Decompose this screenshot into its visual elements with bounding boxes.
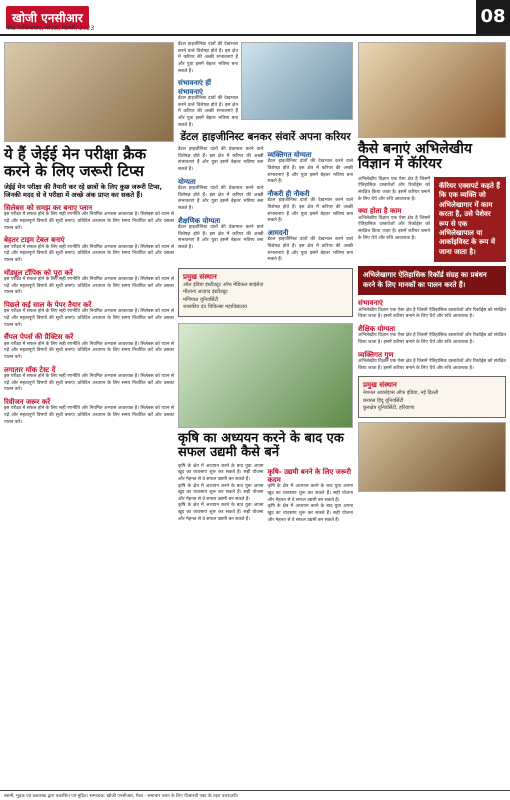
student-photo bbox=[4, 42, 174, 142]
archives-callout-2: अभिलेखागार ऐतिहासिक रिकॉर्ड संग्रह का प्रबंधन करने के लिए मानकों का पालन करते हैं। bbox=[358, 266, 506, 295]
article-archives bbox=[358, 42, 506, 492]
article-jee-kicker: जेईई मेन परीक्षा की तैयारी कर रहे छात्रों के लिए कुछ जरूरी टिप्स, जिनकी मदद से वे परीक्षा में अच्छे अंक प्राप्त कर सकते हैं। bbox=[4, 183, 162, 200]
archives-body-4: अभिलेखीय विज्ञान एक ऐसा क्षेत्र है जिसमें ऐतिहासिक दस्तावेजों और रिकॉर्ड्स को संरक्षित किया जाता है। इसमें करियर बनाने के लिए धैर्य और रुचि आवश्यक है। bbox=[358, 333, 506, 345]
jee-body-5: इस परीक्षा में सफल होने के लिए सही रणनीति और नियमित अभ्यास आवश्यक है। सिलेबस को ध्यान से पढ़ें और महत्वपूर्ण विषयों की सूची बनाएं। प्रतिदिन अध्ययन के लिए समय निर्धारित करें और उसका पालन करें। bbox=[4, 341, 174, 361]
dental-body-7: डेंटल हाइजीनिस्ट दांतों की देखभाल करने वाले विशेषज्ञ होते हैं। इस क्षेत्र में करियर की अच्छी संभावनाएं हैं और युवा इसमें बेहतर भविष्य बना सकते हैं। bbox=[267, 237, 353, 263]
dental-box-title: प्रमुख संस्थान bbox=[183, 272, 217, 281]
archives-subhead-1: क्या होता है काम bbox=[358, 207, 402, 216]
article-agriculture-headline: कृषि का अध्ययन करने के बाद एक सफल उद्यमी कैसे बनें bbox=[178, 430, 344, 461]
dental-subhead-6: आमदनी bbox=[267, 228, 289, 237]
dental-body-1: डेंटल हाइजीनिस्ट दांतों की देखभाल करने वाले विशेषज्ञ होते हैं। इस क्षेत्र में करियर की अच्छी संभावनाएं हैं और युवा इसमें बेहतर भविष्य बना सकते हैं। bbox=[178, 96, 238, 128]
dental-subhead-4: व्यक्तिगत योग्यता bbox=[267, 150, 312, 159]
archives-box-title: प्रमुख संस्थान bbox=[363, 381, 397, 390]
dental-intro: डेंटल हाइजीनिस्ट दांतों की देखभाल करने वाले विशेषज्ञ होते हैं। इस क्षेत्र में करियर की अच्छी संभावनाएं हैं और युवा इसमें बेहतर भविष्य बना सकते हैं। bbox=[178, 42, 238, 74]
agri-body-3: कृषि के क्षेत्र में अध्ययन करने के बाद युवा अपना खुद का व्यवसाय शुरू कर सकते हैं। सही योजना और मेहनत से वे सफल उद्यमी बन सकते हैं। bbox=[178, 503, 264, 522]
jee-subhead-3: मॉड्यूल टॉपिक को पूरा करें bbox=[4, 268, 73, 277]
jee-subhead-2: बेहतर टाइम टेबल बनाएं bbox=[4, 236, 65, 245]
agri-body-4: कृषि के क्षेत्र में अध्ययन करने के बाद युवा अपना खुद का व्यवसाय शुरू कर सकते हैं। सही योजना और मेहनत से वे सफल उद्यमी बन सकते हैं। bbox=[267, 484, 353, 503]
archives-subhead-4: व्यक्तिगत गुण bbox=[358, 350, 394, 359]
jee-subhead-6: लगातार मॉक टेस्ट दें bbox=[4, 365, 56, 374]
agri-subhead: कृषि- उद्यमी बनने के लिए जरूरी कदम bbox=[267, 467, 351, 484]
jee-body-7: इस परीक्षा में सफल होने के लिए सही रणनीति और नियमित अभ्यास आवश्यक है। सिलेबस को ध्यान से पढ़ें और महत्वपूर्ण विषयों की सूची बनाएं। प्रतिदिन अध्ययन के लिए समय निर्धारित करें और उसका पालन करें। bbox=[4, 406, 174, 425]
logo-text: खोजी एनसीआर bbox=[12, 11, 83, 25]
dental-institute-item: ऑल इंडिया इंस्टीट्यूट ऑफ मेडिकल साइंसेज़ bbox=[183, 281, 264, 288]
archives-institutes-box bbox=[358, 376, 506, 418]
agri-body-2: कृषि के क्षेत्र में अध्ययन करने के बाद युवा अपना खुद का व्यवसाय शुरू कर सकते हैं। सही योजना और मेहनत से वे सफल उद्यमी बन सकते हैं। bbox=[178, 483, 264, 502]
dental-institute-item: मौलाना आज़ाद इंस्टीट्यूट bbox=[183, 289, 228, 296]
jee-subhead-1: सिलेबस को समझ कर बनाए प्लान bbox=[4, 203, 93, 212]
article-archives-headline: कैसे बनाएं अभिलेखीय विज्ञान में कॅरियर bbox=[358, 141, 472, 173]
dentist-photo bbox=[241, 42, 353, 120]
imprint-footer: स्वामी, मुद्रक एवं प्रकाशक द्वारा प्रकाशित एवं मुद्रित। सम्पादक: खोजी एनसीआर, मेरठ - समाचार चयन के लिए पीआरबी एक्ट के तहत उत्तरदायी। bbox=[0, 790, 510, 800]
archives-institute-item: बनारस हिंदू यूनिवर्सिटी bbox=[363, 397, 404, 404]
archives-body-2: अभिलेखीय विज्ञान एक ऐसा क्षेत्र है जिसमें ऐतिहासिक दस्तावेजों और रिकॉर्ड्स को संरक्षित किया जाता है। इसमें करियर बनाने के लिए धैर्य और रुचि आवश्यक है। bbox=[358, 215, 430, 241]
jee-subhead-7: रिवीजन जरूर करें bbox=[4, 398, 51, 407]
page-number: 08 bbox=[476, 0, 510, 34]
article-jee-headline: ये हैं जेईई मेन परीक्षा क्रैक करने के लिए जरूरी टिप्स bbox=[4, 145, 147, 180]
dental-body-2: डेंटल हाइजीनिस्ट दांतों की देखभाल करने वाले विशेषज्ञ होते हैं। इस क्षेत्र में करियर की अच्छी संभावनाएं हैं और युवा इसमें बेहतर भविष्य बना सकते हैं। bbox=[178, 146, 264, 172]
agri-body-5: कृषि के क्षेत्र में अध्ययन करने के बाद युवा अपना खुद का व्यवसाय शुरू कर सकते हैं। सही योजना और मेहनत से वे सफल उद्यमी बन सकते हैं। bbox=[267, 504, 353, 523]
archives-institute-item: कुरुक्षेत्र यूनिवर्सिटी, हरियाणा bbox=[363, 405, 415, 412]
jee-body-1: इस परीक्षा में सफल होने के लिए सही रणनीति और नियमित अभ्यास आवश्यक है। सिलेबस को ध्यान से पढ़ें और महत्वपूर्ण विषयों की सूची बनाएं। प्रतिदिन अध्ययन के लिए समय निर्धारित करें और उसका पालन करें। bbox=[4, 212, 174, 231]
archives-body-3: अभिलेखीय विज्ञान एक ऐसा क्षेत्र है जिसमें ऐतिहासिक दस्तावेजों और रिकॉर्ड्स को संरक्षित किया जाता है। इसमें करियर बनाने के लिए धैर्य और रुचि आवश्यक है। bbox=[358, 307, 506, 320]
dental-subhead-5: नौकरी ही नौकरी bbox=[267, 189, 310, 198]
archives-subhead-2: संभावनाएं bbox=[358, 299, 383, 308]
dental-institute-item: शासकीय दंत चिकित्सा महाविद्यालय bbox=[183, 304, 247, 311]
archives-body-5: अभिलेखीय विज्ञान एक ऐसा क्षेत्र है जिसमें ऐतिहासिक दस्तावेजों और रिकॉर्ड्स को संरक्षित किया जाता है। इसमें करियर बनाने के लिए धैर्य और रुचि आवश्यक है। bbox=[358, 358, 506, 371]
agri-body-1: कृषि के क्षेत्र में अध्ययन करने के बाद युवा अपना खुद का व्यवसाय शुरू कर सकते हैं। सही योजना और मेहनत से वे सफल उद्यमी बन सकते हैं। bbox=[178, 463, 264, 482]
archives-subhead-3: शैक्षिक योग्यता bbox=[358, 324, 396, 333]
jee-subhead-4: पिछले कई साल के पेपर तैयार करें bbox=[4, 300, 92, 309]
archives-photo bbox=[358, 42, 506, 138]
article-jee bbox=[4, 42, 174, 426]
dental-institute-item: मणिपाल यूनिवर्सिटी bbox=[183, 296, 219, 303]
dental-body-5: डेंटल हाइजीनिस्ट दांतों की देखभाल करने वाले विशेषज्ञ होते हैं। इस क्षेत्र में करियर की अच्छी संभावनाएं हैं और युवा इसमें बेहतर भविष्य बना सकते हैं। bbox=[267, 159, 353, 185]
dateline: मेरठ गाजियाबाद, नोएडा, दिल्ली, 2023 bbox=[6, 25, 95, 32]
dental-body-4: डेंटल हाइजीनिस्ट दांतों की देखभाल करने वाले विशेषज्ञ होते हैं। इस क्षेत्र में करियर की अच्छी संभावनाएं हैं और युवा इसमें बेहतर भविष्य बना सकते हैं। bbox=[178, 224, 264, 250]
jee-body-3: इस परीक्षा में सफल होने के लिए सही रणनीति और नियमित अभ्यास आवश्यक है। सिलेबस को ध्यान से पढ़ें और महत्वपूर्ण विषयों की सूची बनाएं। प्रतिदिन अध्ययन के लिए समय निर्धारित करें और उसका पालन करें। bbox=[4, 276, 174, 296]
dental-body-3: डेंटल हाइजीनिस्ट दांतों की देखभाल करने वाले विशेषज्ञ होते हैं। इस क्षेत्र में करियर की अच्छी संभावनाएं हैं और युवा इसमें बेहतर भविष्य बना सकते हैं। bbox=[178, 185, 264, 211]
article-dental bbox=[178, 42, 353, 524]
dental-subhead-3: शैक्षणिक योग्यता bbox=[178, 216, 221, 225]
article-dental-headline: डेंटल हाइजीनिस्ट बनकर संवारें अपना करियर bbox=[180, 131, 351, 144]
dental-institutes-box bbox=[178, 268, 353, 317]
dental-body-6: डेंटल हाइजीनिस्ट दांतों की देखभाल करने वाले विशेषज्ञ होते हैं। इस क्षेत्र में करियर की अच्छी संभावनाएं हैं और युवा इसमें बेहतर भविष्य बना सकते हैं। bbox=[267, 198, 353, 224]
archives-institute-item: नेशनल आर्काइव्स ऑफ इंडिया, नई दिल्ली bbox=[363, 390, 439, 397]
dental-subhead-2: योग्यता bbox=[178, 177, 196, 186]
archives-callout: कॅरियर एक्सपर्ट कहते हैं कि एक व्यक्ति जो अभिलेखागार में काम करता है, उसे पेशेवर रूप से एक अभिलेखापाल या आर्काइविस्ट के रूप में जाना जाता है। bbox=[434, 177, 506, 263]
books-photo bbox=[358, 422, 506, 492]
agriculture-photo bbox=[178, 323, 353, 428]
jee-body-4: इस परीक्षा में सफल होने के लिए सही रणनीति और नियमित अभ्यास आवश्यक है। सिलेबस को ध्यान से पढ़ें और महत्वपूर्ण विषयों की सूची बनाएं। प्रतिदिन अध्ययन के लिए समय निर्धारित करें और उसका पालन करें। bbox=[4, 309, 174, 328]
jee-subhead-5: सैंपल पेपर्स की प्रैक्टिस करें bbox=[4, 333, 74, 342]
dental-subhead-1: संभावनाएं हीं संभावनाएं bbox=[178, 79, 211, 96]
jee-body-2: इस परीक्षा में सफल होने के लिए सही रणनीति और नियमित अभ्यास आवश्यक है। सिलेबस को ध्यान से पढ़ें और महत्वपूर्ण विषयों की सूची बनाएं। प्रतिदिन अध्ययन के लिए समय निर्धारित करें और उसका पालन करें। bbox=[4, 244, 174, 263]
masthead bbox=[0, 0, 510, 36]
archives-body-1: अभिलेखीय विज्ञान एक ऐसा क्षेत्र है जिसमें ऐतिहासिक दस्तावेजों और रिकॉर्ड्स को संरक्षित किया जाता है। इसमें करियर बनाने के लिए धैर्य और रुचि आवश्यक है। bbox=[358, 176, 430, 202]
jee-body-6: इस परीक्षा में सफल होने के लिए सही रणनीति और नियमित अभ्यास आवश्यक है। सिलेबस को ध्यान से पढ़ें और महत्वपूर्ण विषयों की सूची बनाएं। प्रतिदिन अध्ययन के लिए समय निर्धारित करें और उसका पालन करें। bbox=[4, 374, 174, 393]
